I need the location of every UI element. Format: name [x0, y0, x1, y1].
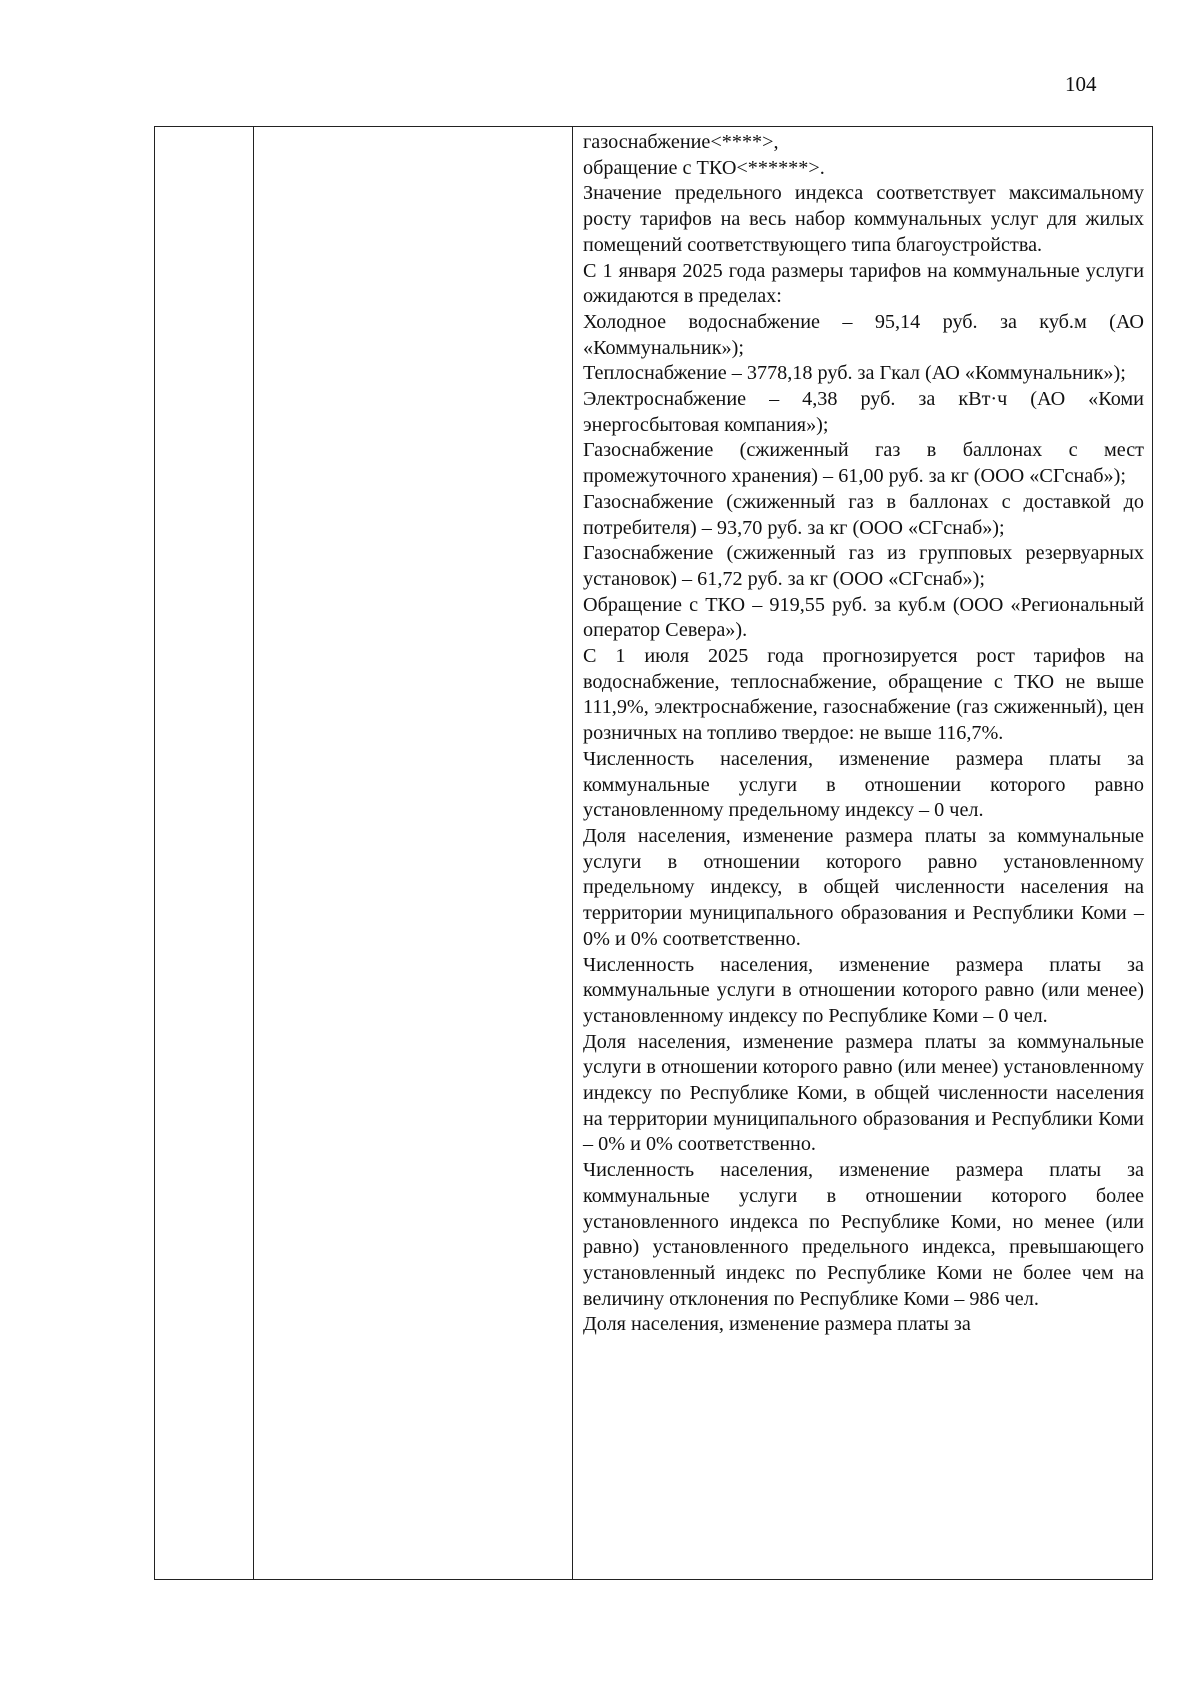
paragraph: Электроснабжение – 4,38 руб. за кВт·ч (АО «Коми энергосбытовая компания»); — [583, 388, 1144, 436]
paragraph: Доля населения, изменение размера платы за коммунальные услуги в отношении которого равно (или менее) установленному индексу по Республике Коми, в общей численности населения на территории муниципального образования и Республики Коми – 0% и 0% соответственно. — [583, 1030, 1144, 1156]
paragraph: С 1 января 2025 года размеры тарифов на коммунальные услуги ожидаются в пределах: — [583, 259, 1144, 308]
paragraph: Обращение с ТКО – 919,55 руб. за куб.м (ООО «Региональный оператор Севера»). — [583, 593, 1144, 642]
table-row — [155, 127, 1153, 1580]
table-cell-col1 — [155, 127, 254, 1580]
paragraph: Численность населения, изменение размера платы за коммунальные услуги в отношении которого более установленного индекса по Республике Коми, но менее (или равно) установленного предельного индекса, превышающего установленный индекс по Республике Коми не более чем на величину отклонения по Республике Коми – 986 чел. — [583, 1159, 1144, 1310]
document-table — [154, 126, 1153, 1580]
paragraph: Численность населения, изменение размера платы за коммунальные услуги в отношении которого равно (или менее) установленному индексу по Республике Коми – 0 чел. — [583, 953, 1144, 1027]
paragraph: Газоснабжение (сжиженный газ в баллонах с мест промежуточного хранения) – 61,00 руб. за кг (ООО «СГснаб»); — [583, 439, 1144, 488]
page-number: 104 — [1065, 72, 1097, 96]
paragraph: Значение предельного индекса соответствует максимальному росту тарифов на весь набор коммунальных услуг для жилых помещений соответствующего типа благоустройства. — [583, 182, 1144, 256]
paragraph: Численность населения, изменение размера платы за коммунальные услуги в отношении которого равно установленному предельному индексу – 0 чел. — [583, 747, 1144, 822]
paragraph: Доля населения, изменение размера платы за — [583, 1313, 971, 1336]
paragraph: Газоснабжение (сжиженный газ в баллонах с доставкой до потребителя) – 93,70 руб. за кг (ООО «СГснаб»); — [583, 490, 1144, 539]
paragraph: обращение с ТКО<******>. — [583, 156, 825, 179]
paragraph: газоснабжение<****>, — [583, 131, 779, 153]
paragraph: Холодное водоснабжение – 95,14 руб. за куб.м (АО «Коммунальник»); — [583, 310, 1144, 359]
paragraph: Теплоснабжение – 3778,18 руб. за Гкал (АО «Коммунальник»); — [583, 362, 1126, 385]
paragraph: Газоснабжение (сжиженный газ из групповых резервуарных установок) – 61,72 руб. за кг (ООО «СГснаб»); — [583, 542, 1144, 590]
table-cell-col2 — [254, 127, 573, 1580]
table-cell-text — [573, 127, 1153, 1580]
paragraph: Доля населения, изменение размера платы за коммунальные услуги в отношении которого равно установленному предельному индексу, в общей численности населения на территории муниципального образования и Республики Коми – 0% и 0% соответственно. — [583, 824, 1144, 950]
paragraph: С 1 июля 2025 года прогнозируется рост тарифов на водоснабжение, теплоснабжение, обращение с ТКО не выше 111,9%, электроснабжение, газоснабжение (газ сжиженный), цен розничных на топливо твердое: не выше 116,7%. — [583, 645, 1144, 745]
